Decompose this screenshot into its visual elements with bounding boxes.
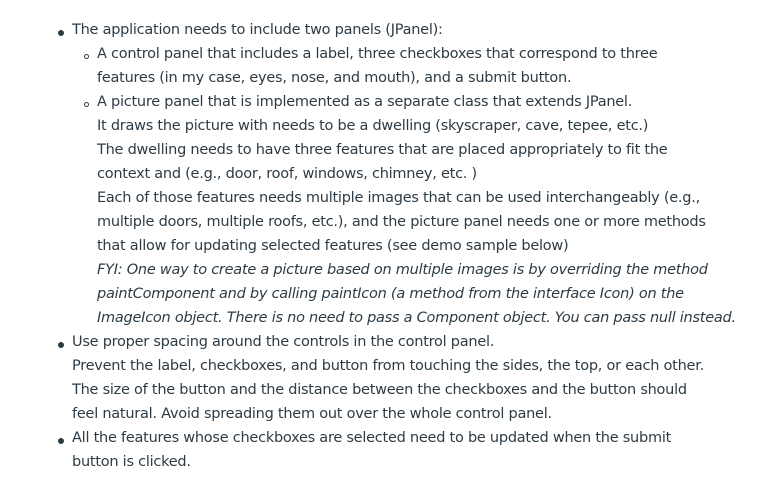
item-text: Each of those features needs multiple images that can be used interchangeably (e.g., [97,190,700,206]
item-text: All the features whose checkboxes are selected need to be updated when the submit [72,430,672,446]
item-text: button is clicked. [72,454,191,470]
fyi-note-text: paintComponent and by calling paintIcon (a method from the interface Icon) on the [97,286,684,302]
circle-bullet-marker [84,102,89,107]
item-text: multiple doors, multiple roofs, etc.), and the picture panel needs one or more methods [97,214,706,230]
item-text: Use proper spacing around the controls in the control panel. [72,334,495,350]
fyi-note-text: ImageIcon object. There is no need to pass a Component object. You can pass null instead. [97,310,736,326]
item-text: The application needs to include two panels (JPanel): [72,22,443,38]
bullet-marker [58,30,64,36]
item-text: A picture panel that is implemented as a separate class that extends JPanel. [97,94,633,110]
item-text: features (in my case, eyes, nose, and mouth), and a submit button. [97,70,572,86]
circle-bullet-marker [84,54,89,59]
bullet-marker [58,342,64,348]
item-text: context and (e.g., door, roof, windows, chimney, etc. ) [97,166,477,182]
item-text: The dwelling needs to have three features that are placed appropriately to fit the [97,142,668,158]
fyi-note-text: FYI: One way to create a picture based on multiple images is by overriding the method [97,262,708,278]
item-text: feel natural. Avoid spreading them out over the whole control panel. [72,406,552,422]
item-text: A control panel that includes a label, three checkboxes that correspond to three [97,46,658,62]
item-text: that allow for updating selected features (see demo sample below) [97,238,569,254]
item-text: The size of the button and the distance between the checkboxes and the button should [72,382,687,398]
item-text: Prevent the label, checkboxes, and button from touching the sides, the top, or each other. [72,358,704,374]
bullet-marker [58,438,64,444]
item-text: It draws the picture with needs to be a dwelling (skyscraper, cave, tepee, etc.) [97,118,649,134]
